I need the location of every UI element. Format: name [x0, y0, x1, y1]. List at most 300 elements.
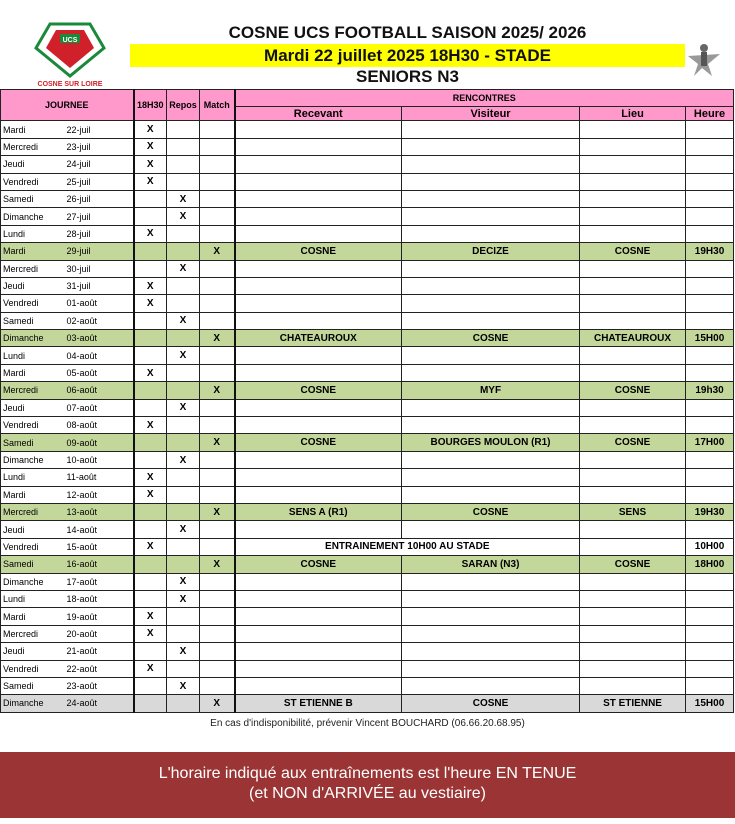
table-row — [1, 364, 734, 381]
row-day: Jeudi — [1, 643, 65, 660]
cell-match — [200, 277, 235, 294]
cell-18h30 — [134, 190, 167, 207]
cell-lieu — [580, 190, 686, 207]
cell-18h30: X — [134, 156, 167, 173]
cell-18h30 — [134, 590, 167, 607]
cell-heure — [686, 486, 734, 503]
row-date: 03-août — [65, 330, 134, 347]
cell-heure — [686, 225, 734, 242]
cell-18h30 — [134, 312, 167, 329]
cell-heure: 19H30 — [686, 243, 734, 260]
cell-match — [200, 521, 235, 538]
cell-recevant — [235, 677, 402, 694]
cell-18h30 — [134, 347, 167, 364]
cell-repos: X — [167, 347, 200, 364]
cell-repos — [167, 625, 200, 642]
cell-recevant — [235, 260, 402, 277]
cell-visiteur — [402, 590, 580, 607]
cell-match — [200, 538, 235, 555]
cell-heure — [686, 347, 734, 364]
cell-visiteur — [402, 521, 580, 538]
cell-18h30 — [134, 643, 167, 660]
cell-18h30 — [134, 573, 167, 590]
cell-repos — [167, 173, 200, 190]
cell-visiteur — [402, 138, 580, 155]
cell-visiteur: BOURGES MOULON (R1) — [402, 434, 580, 451]
cell-match — [200, 417, 235, 434]
cell-recevant — [235, 608, 402, 625]
table-row — [1, 208, 734, 225]
cell-lieu — [580, 590, 686, 607]
cell-visiteur: SARAN (N3) — [402, 556, 580, 573]
cell-repos — [167, 503, 200, 520]
row-day: Mercredi — [1, 260, 65, 277]
cell-lieu: COSNE — [580, 434, 686, 451]
cell-repos — [167, 417, 200, 434]
cell-18h30: X — [134, 295, 167, 312]
cell-visiteur — [402, 121, 580, 138]
cell-18h30: X — [134, 608, 167, 625]
cell-heure — [686, 573, 734, 590]
cell-heure — [686, 260, 734, 277]
row-day: Jeudi — [1, 277, 65, 294]
cell-18h30: X — [134, 469, 167, 486]
cell-repos — [167, 486, 200, 503]
col-repos: Repos — [167, 90, 200, 121]
table-row — [1, 608, 734, 625]
cell-heure — [686, 277, 734, 294]
cell-lieu — [580, 225, 686, 242]
cell-match — [200, 608, 235, 625]
cell-repos — [167, 364, 200, 381]
cell-match — [200, 190, 235, 207]
cell-recevant — [235, 521, 402, 538]
row-date: 10-août — [65, 451, 134, 468]
cell-visiteur — [402, 260, 580, 277]
cell-match: X — [200, 243, 235, 260]
cell-lieu — [580, 138, 686, 155]
row-day: Jeudi — [1, 399, 65, 416]
table-row — [1, 382, 734, 399]
row-date: 24-juil — [65, 156, 134, 173]
row-day: Samedi — [1, 556, 65, 573]
cell-lieu — [580, 364, 686, 381]
cell-match — [200, 399, 235, 416]
cell-18h30 — [134, 521, 167, 538]
cell-lieu — [580, 469, 686, 486]
cell-recevant — [235, 643, 402, 660]
row-day: Jeudi — [1, 156, 65, 173]
cell-repos — [167, 156, 200, 173]
cell-heure — [686, 364, 734, 381]
cell-18h30 — [134, 382, 167, 399]
cell-lieu — [580, 121, 686, 138]
row-date: 31-juil — [65, 277, 134, 294]
cell-lieu — [580, 451, 686, 468]
col-match: Match — [200, 90, 235, 121]
table-row — [1, 538, 734, 555]
cell-match — [200, 486, 235, 503]
cell-lieu — [580, 208, 686, 225]
cell-visiteur — [402, 469, 580, 486]
table-row — [1, 677, 734, 694]
row-date: 16-août — [65, 556, 134, 573]
table-row — [1, 225, 734, 242]
cell-18h30: X — [134, 625, 167, 642]
row-day: Vendredi — [1, 417, 65, 434]
row-date: 19-août — [65, 608, 134, 625]
row-day: Dimanche — [1, 695, 65, 712]
cell-recevant: COSNE — [235, 382, 402, 399]
cell-match — [200, 590, 235, 607]
page-title: COSNE UCS FOOTBALL SAISON 2025/ 2026 — [228, 23, 587, 42]
cell-heure — [686, 417, 734, 434]
row-date: 01-août — [65, 295, 134, 312]
cell-recevant — [235, 625, 402, 642]
cell-18h30: X — [134, 417, 167, 434]
svg-text:COSNE SUR LOIRE: COSNE SUR LOIRE — [37, 81, 103, 88]
table-row — [1, 190, 734, 207]
cell-match — [200, 173, 235, 190]
cell-lieu — [580, 277, 686, 294]
row-date: 13-août — [65, 503, 134, 520]
cell-visiteur — [402, 156, 580, 173]
row-date: 15-août — [65, 538, 134, 555]
cell-heure: 19h30 — [686, 382, 734, 399]
col-lieu: Lieu — [580, 107, 686, 121]
cell-lieu — [580, 312, 686, 329]
cell-heure: 17H00 — [686, 434, 734, 451]
row-date: 18-août — [65, 590, 134, 607]
row-date: 07-août — [65, 399, 134, 416]
cell-recevant — [235, 225, 402, 242]
table-row — [1, 625, 734, 642]
row-day: Samedi — [1, 312, 65, 329]
table-row — [1, 590, 734, 607]
cell-repos: X — [167, 312, 200, 329]
cell-repos: X — [167, 573, 200, 590]
col-visiteur: Visiteur — [402, 107, 580, 121]
cell-visiteur — [402, 486, 580, 503]
cell-heure — [686, 625, 734, 642]
cell-visiteur — [402, 417, 580, 434]
table-row — [1, 295, 734, 312]
cell-repos — [167, 121, 200, 138]
cell-18h30: X — [134, 486, 167, 503]
table-row — [1, 660, 734, 677]
cell-18h30: X — [134, 364, 167, 381]
cell-recevant — [235, 312, 402, 329]
cell-match — [200, 312, 235, 329]
cell-visiteur: DECIZE — [402, 243, 580, 260]
cell-visiteur — [402, 660, 580, 677]
cell-18h30 — [134, 208, 167, 225]
cell-heure — [686, 190, 734, 207]
cell-lieu — [580, 643, 686, 660]
row-day: Mardi — [1, 608, 65, 625]
cell-recevant — [235, 208, 402, 225]
cell-lieu: ST ETIENNE — [580, 695, 686, 712]
row-day: Dimanche — [1, 208, 65, 225]
row-date: 22-août — [65, 660, 134, 677]
cell-repos: X — [167, 399, 200, 416]
cell-18h30 — [134, 399, 167, 416]
cell-repos — [167, 660, 200, 677]
cell-lieu — [580, 295, 686, 312]
row-date: 11-août — [65, 469, 134, 486]
table-row — [1, 156, 734, 173]
row-date: 23-juil — [65, 138, 134, 155]
cell-heure: 10H00 — [686, 538, 734, 555]
table-row — [1, 312, 734, 329]
cell-training: ENTRAINEMENT 10H00 AU STADE — [235, 538, 580, 555]
cell-heure: 19H30 — [686, 503, 734, 520]
row-date: 08-août — [65, 417, 134, 434]
cell-recevant — [235, 121, 402, 138]
cell-18h30: X — [134, 660, 167, 677]
cell-visiteur — [402, 573, 580, 590]
cell-match — [200, 208, 235, 225]
cell-18h30: X — [134, 277, 167, 294]
table-row — [1, 347, 734, 364]
cell-lieu: COSNE — [580, 243, 686, 260]
cell-match — [200, 225, 235, 242]
cell-repos — [167, 330, 200, 347]
cell-recevant — [235, 173, 402, 190]
table-row — [1, 260, 734, 277]
cell-repos: X — [167, 590, 200, 607]
player-icon — [686, 42, 722, 78]
svg-text:UCS: UCS — [62, 37, 78, 44]
cell-18h30 — [134, 243, 167, 260]
cell-visiteur — [402, 208, 580, 225]
cell-match — [200, 347, 235, 364]
cell-lieu: SENS — [580, 503, 686, 520]
row-day: Vendredi — [1, 538, 65, 555]
cell-match — [200, 295, 235, 312]
cell-recevant — [235, 573, 402, 590]
cell-lieu — [580, 486, 686, 503]
cell-lieu — [580, 399, 686, 416]
cell-heure — [686, 138, 734, 155]
cell-18h30 — [134, 260, 167, 277]
table-row — [1, 556, 734, 573]
row-date: 28-juil — [65, 225, 134, 242]
cell-recevant — [235, 399, 402, 416]
row-day: Lundi — [1, 225, 65, 242]
cell-repos: X — [167, 643, 200, 660]
row-day: Mardi — [1, 243, 65, 260]
cell-recevant: CHATEAUROUX — [235, 330, 402, 347]
cell-repos — [167, 138, 200, 155]
cell-18h30: X — [134, 121, 167, 138]
cell-lieu: COSNE — [580, 382, 686, 399]
cell-recevant — [235, 660, 402, 677]
cell-visiteur — [402, 295, 580, 312]
cell-repos — [167, 225, 200, 242]
cell-visiteur — [402, 399, 580, 416]
cell-recevant — [235, 364, 402, 381]
table-row — [1, 243, 734, 260]
cell-lieu — [580, 660, 686, 677]
cell-match — [200, 121, 235, 138]
cell-match — [200, 625, 235, 642]
row-day: Vendredi — [1, 173, 65, 190]
cell-match — [200, 260, 235, 277]
cell-visiteur: COSNE — [402, 330, 580, 347]
row-day: Lundi — [1, 469, 65, 486]
cell-match — [200, 643, 235, 660]
cell-heure — [686, 608, 734, 625]
banner-line-2: (et NON d'ARRIVÉE au vestiaire) — [249, 785, 486, 802]
cell-heure — [686, 173, 734, 190]
cell-repos: X — [167, 260, 200, 277]
row-date: 02-août — [65, 312, 134, 329]
row-date: 04-août — [65, 347, 134, 364]
cell-lieu — [580, 417, 686, 434]
row-day: Dimanche — [1, 451, 65, 468]
row-date: 05-août — [65, 364, 134, 381]
cell-18h30 — [134, 503, 167, 520]
row-date: 17-août — [65, 573, 134, 590]
team-name: SENIORS N3 — [356, 67, 459, 86]
cell-lieu — [580, 677, 686, 694]
cell-repos: X — [167, 521, 200, 538]
cell-visiteur — [402, 277, 580, 294]
cell-match — [200, 364, 235, 381]
cell-18h30: X — [134, 538, 167, 555]
cell-18h30 — [134, 434, 167, 451]
row-date: 21-août — [65, 643, 134, 660]
cell-recevant — [235, 295, 402, 312]
cell-heure: 15H00 — [686, 695, 734, 712]
info-banner — [0, 752, 735, 818]
cell-recevant — [235, 156, 402, 173]
table-row — [1, 399, 734, 416]
col-18h30: 18H30 — [134, 90, 167, 121]
cell-recevant — [235, 590, 402, 607]
cell-lieu — [580, 521, 686, 538]
cell-18h30: X — [134, 225, 167, 242]
cell-heure — [686, 521, 734, 538]
cell-visiteur: COSNE — [402, 695, 580, 712]
cell-recevant — [235, 138, 402, 155]
cell-visiteur — [402, 347, 580, 364]
cell-recevant — [235, 277, 402, 294]
cell-visiteur: MYF — [402, 382, 580, 399]
cell-heure — [686, 643, 734, 660]
row-date: 29-juil — [65, 243, 134, 260]
cell-18h30 — [134, 451, 167, 468]
cell-visiteur — [402, 312, 580, 329]
schedule-table — [0, 89, 734, 713]
cell-match — [200, 451, 235, 468]
cell-heure — [686, 399, 734, 416]
cell-recevant — [235, 486, 402, 503]
cell-match: X — [200, 503, 235, 520]
cell-repos — [167, 538, 200, 555]
row-day: Vendredi — [1, 660, 65, 677]
cell-heure: 18H00 — [686, 556, 734, 573]
col-rencontres: RENCONTRES — [235, 90, 734, 107]
cell-recevant: COSNE — [235, 556, 402, 573]
cell-heure — [686, 156, 734, 173]
cell-repos — [167, 295, 200, 312]
row-date: 26-juil — [65, 190, 134, 207]
cell-visiteur — [402, 225, 580, 242]
cell-repos — [167, 608, 200, 625]
row-date: 06-août — [65, 382, 134, 399]
cell-repos: X — [167, 208, 200, 225]
cell-repos — [167, 243, 200, 260]
row-day: Samedi — [1, 190, 65, 207]
table-row — [1, 121, 734, 138]
club-logo — [30, 20, 110, 88]
cell-lieu — [580, 538, 686, 555]
cell-recevant: ST ETIENNE B — [235, 695, 402, 712]
cell-repos — [167, 277, 200, 294]
cell-heure — [686, 469, 734, 486]
table-row — [1, 451, 734, 468]
table-row — [1, 434, 734, 451]
col-journee: JOURNEE — [1, 90, 134, 121]
row-day: Jeudi — [1, 521, 65, 538]
cell-match — [200, 573, 235, 590]
col-recevant: Recevant — [235, 107, 402, 121]
col-heure: Heure — [686, 107, 734, 121]
row-day: Lundi — [1, 347, 65, 364]
cell-match — [200, 677, 235, 694]
row-date: 30-juil — [65, 260, 134, 277]
row-day: Dimanche — [1, 330, 65, 347]
contact-note: En cas d'indisponibilité, prévenir Vincent BOUCHARD (06.66.20.68.95) — [210, 718, 525, 729]
row-day: Lundi — [1, 590, 65, 607]
cell-18h30 — [134, 330, 167, 347]
cell-recevant: COSNE — [235, 243, 402, 260]
cell-match — [200, 660, 235, 677]
row-day: Mercredi — [1, 382, 65, 399]
cell-heure — [686, 451, 734, 468]
cell-visiteur — [402, 643, 580, 660]
table-row — [1, 469, 734, 486]
cell-heure — [686, 312, 734, 329]
cell-lieu — [580, 156, 686, 173]
cell-visiteur: COSNE — [402, 503, 580, 520]
cell-18h30: X — [134, 173, 167, 190]
table-row — [1, 138, 734, 155]
cell-lieu — [580, 625, 686, 642]
cell-lieu — [580, 260, 686, 277]
table-row — [1, 521, 734, 538]
row-date: 12-août — [65, 486, 134, 503]
row-date: 20-août — [65, 625, 134, 642]
cell-visiteur — [402, 608, 580, 625]
event-subtitle: Mardi 22 juillet 2025 18H30 - STADE — [130, 44, 685, 67]
cell-heure — [686, 208, 734, 225]
cell-lieu — [580, 573, 686, 590]
row-day: Mercredi — [1, 503, 65, 520]
row-date: 09-août — [65, 434, 134, 451]
cell-heure — [686, 660, 734, 677]
row-day: Mardi — [1, 486, 65, 503]
cell-recevant — [235, 469, 402, 486]
row-day: Samedi — [1, 434, 65, 451]
table-row — [1, 643, 734, 660]
row-date: 14-août — [65, 521, 134, 538]
cell-18h30: X — [134, 138, 167, 155]
cell-match: X — [200, 556, 235, 573]
cell-repos — [167, 434, 200, 451]
